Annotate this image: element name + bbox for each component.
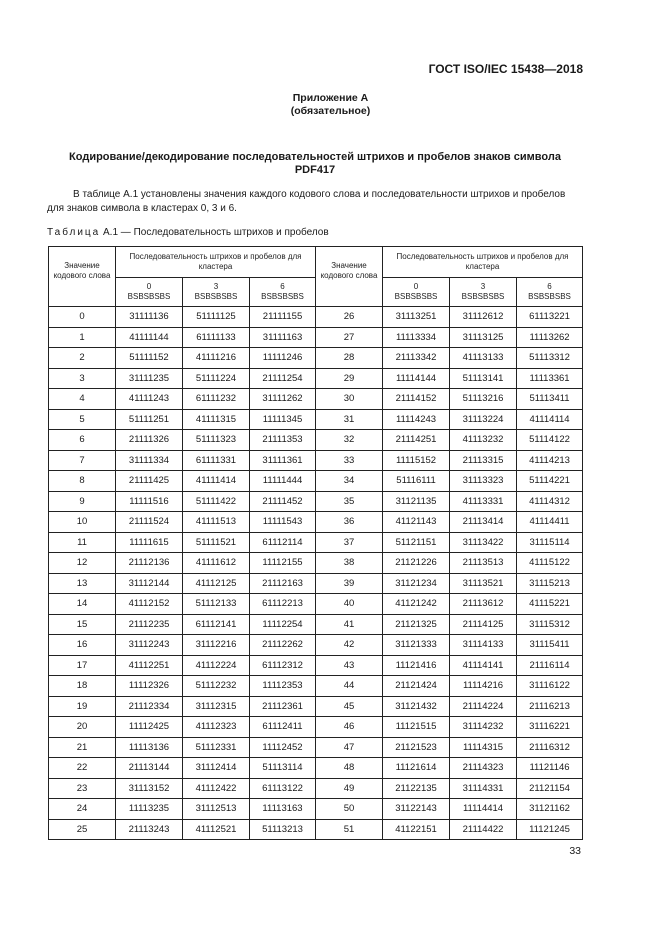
- table-cell: 11113361: [517, 368, 583, 389]
- table-cell: 21122135: [383, 778, 450, 799]
- table-cell: 51111251: [116, 409, 183, 430]
- table-row: [49, 758, 583, 779]
- table-cell: 21111524: [116, 512, 183, 533]
- table-cell: 21112361: [250, 696, 316, 717]
- table-cell: 31116122: [517, 676, 583, 697]
- header-cluster-3-left: 3 BSBSBSBS: [183, 278, 250, 307]
- table-cell: 41121143: [383, 512, 450, 533]
- table-row: [49, 573, 583, 594]
- standard-designation: ГОСТ ISO/IEC 15438—2018: [428, 62, 583, 76]
- table-row: [49, 819, 583, 840]
- table-cell: 21114224: [450, 696, 517, 717]
- table-cell: 31115114: [517, 532, 583, 553]
- table-cell: 21114125: [450, 614, 517, 635]
- table-cell: 43: [316, 655, 383, 676]
- table-cell: 11112425: [116, 717, 183, 738]
- table-cell: 21: [49, 737, 116, 758]
- table-cell: 61111133: [183, 327, 250, 348]
- table-cell: 11113262: [517, 327, 583, 348]
- table-cell: 21121154: [517, 778, 583, 799]
- table-cell: 35: [316, 491, 383, 512]
- table-cell: 31116221: [517, 717, 583, 738]
- table-cell: 41112125: [183, 573, 250, 594]
- table-cell: 30: [316, 389, 383, 410]
- table-cell: 41113331: [450, 491, 517, 512]
- table-row: [49, 471, 583, 492]
- table-cell: 51114122: [517, 430, 583, 451]
- table-cell: 7: [49, 450, 116, 471]
- table-cell: 46: [316, 717, 383, 738]
- table-cell: 45: [316, 696, 383, 717]
- table-row: [49, 696, 583, 717]
- table-cell: 21111425: [116, 471, 183, 492]
- table-cell: 41112152: [116, 594, 183, 615]
- table-cell: 51113141: [450, 368, 517, 389]
- table-cell: 31111235: [116, 368, 183, 389]
- table-cell: 21121424: [383, 676, 450, 697]
- table-cell: 37: [316, 532, 383, 553]
- table-cell: 41114312: [517, 491, 583, 512]
- table-cell: 61112312: [250, 655, 316, 676]
- annex-status: (обязательное): [290, 105, 371, 117]
- table-cell: 31111361: [250, 450, 316, 471]
- table-cell: 11: [49, 532, 116, 553]
- table-cell: 41113133: [450, 348, 517, 369]
- table-cell: 21111254: [250, 368, 316, 389]
- table-cell: 11112254: [250, 614, 316, 635]
- table-row: [49, 409, 583, 430]
- table-cell: 11121416: [383, 655, 450, 676]
- header-cluster-0-left: 0 BSBSBSBS: [116, 278, 183, 307]
- table-cell: 11114216: [450, 676, 517, 697]
- table-cell: 21116213: [517, 696, 583, 717]
- table-cell: 51113114: [250, 758, 316, 779]
- table-cell: 61112411: [250, 717, 316, 738]
- table-cell: 41111513: [183, 512, 250, 533]
- table-cell: 22: [49, 758, 116, 779]
- table-row: [49, 717, 583, 738]
- table-cell: 15: [49, 614, 116, 635]
- table-row: [49, 491, 583, 512]
- page-number: 33: [569, 845, 581, 857]
- table-cell: 21121226: [383, 553, 450, 574]
- table-cell: 21114323: [450, 758, 517, 779]
- table-cell: 21114152: [383, 389, 450, 410]
- table-cell: 21111326: [116, 430, 183, 451]
- table-cell: 48: [316, 758, 383, 779]
- table-cell: 39: [316, 573, 383, 594]
- table-cell: 21116312: [517, 737, 583, 758]
- table-cell: 11111345: [250, 409, 316, 430]
- table-cell: 61113221: [517, 307, 583, 328]
- table-cell: 21111452: [250, 491, 316, 512]
- table-cell: 11121614: [383, 758, 450, 779]
- table-cell: 11114144: [383, 368, 450, 389]
- table-caption-text: А.1 — Последовательность штрихов и пробелов: [103, 227, 329, 238]
- table-cell: 31111163: [250, 327, 316, 348]
- table-cell: 41115122: [517, 553, 583, 574]
- table-cell: 51113216: [450, 389, 517, 410]
- table-cell: 31: [316, 409, 383, 430]
- table-cell: 31112513: [183, 799, 250, 820]
- table-row: [49, 676, 583, 697]
- table-cell: 41111243: [116, 389, 183, 410]
- table-row: [49, 737, 583, 758]
- table-cell: 16: [49, 635, 116, 656]
- table-row: [49, 430, 583, 451]
- table-cell: 11111246: [250, 348, 316, 369]
- table-cell: 31115411: [517, 635, 583, 656]
- table-cell: 41113232: [450, 430, 517, 451]
- header-cluster-6-right: 6 BSBSBSBS: [517, 278, 583, 307]
- table-cell: 31114232: [450, 717, 517, 738]
- codeword-table: [48, 246, 583, 840]
- table-cell: 36: [316, 512, 383, 533]
- table-cell: 61111331: [183, 450, 250, 471]
- table-cell: 11114414: [450, 799, 517, 820]
- table-cell: 5: [49, 409, 116, 430]
- table-cell: 34: [316, 471, 383, 492]
- table-cell: 3: [49, 368, 116, 389]
- table-cell: 11113334: [383, 327, 450, 348]
- table-cell: 51113411: [517, 389, 583, 410]
- table-row: [49, 635, 583, 656]
- table-cell: 31114133: [450, 635, 517, 656]
- table-cell: 31111334: [116, 450, 183, 471]
- header-cluster-0-right: 0 BSBSBSBS: [383, 278, 450, 307]
- table-cell: 51112133: [183, 594, 250, 615]
- table-cell: 11115152: [383, 450, 450, 471]
- table-cell: 2: [49, 348, 116, 369]
- table-cell: 31114331: [450, 778, 517, 799]
- table-row: [49, 348, 583, 369]
- table-cell: 41121242: [383, 594, 450, 615]
- header-cluster-group-right: Последовательность штрихов и пробелов для кластера: [383, 247, 583, 278]
- table-cell: 11114243: [383, 409, 450, 430]
- table-cell: 51114221: [517, 471, 583, 492]
- header-cluster-group-left: Последовательность штрихов и пробелов для кластера: [116, 247, 316, 278]
- table-cell: 21112235: [116, 614, 183, 635]
- table-cell: 31113152: [116, 778, 183, 799]
- table-row: [49, 655, 583, 676]
- table-body: [49, 307, 583, 840]
- table-cell: 50: [316, 799, 383, 820]
- table-cell: 51111152: [116, 348, 183, 369]
- table-cell: 21113315: [450, 450, 517, 471]
- table-cell: 31112144: [116, 573, 183, 594]
- table-cell: 21114422: [450, 819, 517, 840]
- table-cell: 51112331: [183, 737, 250, 758]
- table-cell: 21112334: [116, 696, 183, 717]
- table-cell: 31112243: [116, 635, 183, 656]
- table-cell: 49: [316, 778, 383, 799]
- table-cell: 11121146: [517, 758, 583, 779]
- table-row: [49, 327, 583, 348]
- table-cell: 31122143: [383, 799, 450, 820]
- header-cluster-6-left: 6 BSBSBSBS: [250, 278, 316, 307]
- table-cell: 11113163: [250, 799, 316, 820]
- table-cell: 11112353: [250, 676, 316, 697]
- table-cell: 9: [49, 491, 116, 512]
- table-cell: 51111323: [183, 430, 250, 451]
- table-cell: 11112326: [116, 676, 183, 697]
- table-cell: 31113125: [450, 327, 517, 348]
- table-cell: 31113224: [450, 409, 517, 430]
- table-row: [49, 532, 583, 553]
- table-cell: 21114251: [383, 430, 450, 451]
- table-cell: 41112224: [183, 655, 250, 676]
- table-cell: 21121523: [383, 737, 450, 758]
- table-cell: 12: [49, 553, 116, 574]
- table-row: [49, 553, 583, 574]
- table-cell: 51111422: [183, 491, 250, 512]
- table-cell: 19: [49, 696, 116, 717]
- table-cell: 27: [316, 327, 383, 348]
- table-cell: 21113612: [450, 594, 517, 615]
- table-cell: 33: [316, 450, 383, 471]
- table-cell: 11113136: [116, 737, 183, 758]
- table-cell: 31121432: [383, 696, 450, 717]
- table-cell: 44: [316, 676, 383, 697]
- header-codeword-left: Значение кодового слова: [49, 247, 116, 307]
- table-cell: 1: [49, 327, 116, 348]
- table-cell: 31115213: [517, 573, 583, 594]
- table-cell: 21113414: [450, 512, 517, 533]
- table-caption-label: Таблица: [47, 227, 101, 238]
- table-cell: 41115221: [517, 594, 583, 615]
- table-cell: 31112315: [183, 696, 250, 717]
- table-row: [49, 512, 583, 533]
- table-cell: 42: [316, 635, 383, 656]
- table-cell: 61112141: [183, 614, 250, 635]
- table-cell: 21112136: [116, 553, 183, 574]
- table-cell: 25: [49, 819, 116, 840]
- table-cell: 11111615: [116, 532, 183, 553]
- table-cell: 41112323: [183, 717, 250, 738]
- table-cell: 41112251: [116, 655, 183, 676]
- table-cell: 31121135: [383, 491, 450, 512]
- header-codeword-right: Значение кодового слова: [316, 247, 383, 307]
- table-cell: 26: [316, 307, 383, 328]
- table-cell: 10: [49, 512, 116, 533]
- table-cell: 51113213: [250, 819, 316, 840]
- table-cell: 21116114: [517, 655, 583, 676]
- table-cell: 20: [49, 717, 116, 738]
- table-cell: 51111521: [183, 532, 250, 553]
- table-cell: 51113312: [517, 348, 583, 369]
- table-cell: 17: [49, 655, 116, 676]
- section-title: Кодирование/декодирование последовательностей штрихов и пробелов знаков символа PDF417: [69, 151, 561, 176]
- table-cell: 41111315: [183, 409, 250, 430]
- table-cell: 11111516: [116, 491, 183, 512]
- table-cell: 51: [316, 819, 383, 840]
- table-cell: 21112163: [250, 573, 316, 594]
- table-cell: 32: [316, 430, 383, 451]
- table-cell: 31113323: [450, 471, 517, 492]
- table-cell: 61112114: [250, 532, 316, 553]
- table-cell: 11112155: [250, 553, 316, 574]
- table-cell: 41114213: [517, 450, 583, 471]
- table-cell: 11111444: [250, 471, 316, 492]
- table-cell: 21121325: [383, 614, 450, 635]
- table-cell: 11121245: [517, 819, 583, 840]
- table-cell: 21111353: [250, 430, 316, 451]
- table-row: [49, 307, 583, 328]
- table-cell: 61112213: [250, 594, 316, 615]
- table-cell: 31113422: [450, 532, 517, 553]
- table-cell: 31121234: [383, 573, 450, 594]
- table-cell: 41114141: [450, 655, 517, 676]
- table-row: [49, 594, 583, 615]
- table-cell: 29: [316, 368, 383, 389]
- annex-heading: [0, 92, 661, 118]
- table-row: [49, 799, 583, 820]
- table-row: [49, 778, 583, 799]
- table-row: [49, 450, 583, 471]
- table-cell: 51116111: [383, 471, 450, 492]
- table-cell: 0: [49, 307, 116, 328]
- table-row: [49, 389, 583, 410]
- table-cell: 41114114: [517, 409, 583, 430]
- table-cell: 21113513: [450, 553, 517, 574]
- table-cell: 8: [49, 471, 116, 492]
- table-cell: 51111224: [183, 368, 250, 389]
- table-cell: 41112521: [183, 819, 250, 840]
- table-cell: 31121162: [517, 799, 583, 820]
- table-cell: 40: [316, 594, 383, 615]
- table-cell: 11121515: [383, 717, 450, 738]
- table-cell: 21113342: [383, 348, 450, 369]
- table-caption: [47, 227, 329, 238]
- table-cell: 11111543: [250, 512, 316, 533]
- table-cell: 41111414: [183, 471, 250, 492]
- table-cell: 38: [316, 553, 383, 574]
- table-cell: 23: [49, 778, 116, 799]
- table-cell: 41111144: [116, 327, 183, 348]
- table-cell: 31121333: [383, 635, 450, 656]
- table-cell: 21113243: [116, 819, 183, 840]
- table-cell: 31112414: [183, 758, 250, 779]
- table-cell: 24: [49, 799, 116, 820]
- table-cell: 41114411: [517, 512, 583, 533]
- intro-paragraph: В таблице А.1 установлены значения каждого кодового слова и последовательности штрихов и пробелов для знаков символа в кластерах 0, 3 и 6.: [47, 189, 566, 214]
- table-cell: 14: [49, 594, 116, 615]
- table-row: [49, 368, 583, 389]
- table-cell: 31113521: [450, 573, 517, 594]
- table-cell: 31113251: [383, 307, 450, 328]
- annex-title: Приложение А: [292, 92, 369, 104]
- table-cell: 51112232: [183, 676, 250, 697]
- table-cell: 51121151: [383, 532, 450, 553]
- table-cell: 51111125: [183, 307, 250, 328]
- header-cluster-3-right: 3 BSBSBSBS: [450, 278, 517, 307]
- table-cell: 31111262: [250, 389, 316, 410]
- table-cell: 47: [316, 737, 383, 758]
- table-cell: 61111232: [183, 389, 250, 410]
- table-cell: 4: [49, 389, 116, 410]
- table-cell: 13: [49, 573, 116, 594]
- table-cell: 11112452: [250, 737, 316, 758]
- table-cell: 41111612: [183, 553, 250, 574]
- table-cell: 18: [49, 676, 116, 697]
- table-cell: 21111155: [250, 307, 316, 328]
- table-cell: 11114315: [450, 737, 517, 758]
- table-cell: 31115312: [517, 614, 583, 635]
- table-cell: 31111136: [116, 307, 183, 328]
- table-cell: 31112216: [183, 635, 250, 656]
- table-cell: 41122151: [383, 819, 450, 840]
- table-cell: 28: [316, 348, 383, 369]
- table-cell: 41111216: [183, 348, 250, 369]
- table-cell: 31112612: [450, 307, 517, 328]
- table-cell: 21113144: [116, 758, 183, 779]
- table-cell: 41112422: [183, 778, 250, 799]
- table-cell: 6: [49, 430, 116, 451]
- table-cell: 21112262: [250, 635, 316, 656]
- table-cell: 61113122: [250, 778, 316, 799]
- table-cell: 11113235: [116, 799, 183, 820]
- table-cell: 41: [316, 614, 383, 635]
- table-row: [49, 614, 583, 635]
